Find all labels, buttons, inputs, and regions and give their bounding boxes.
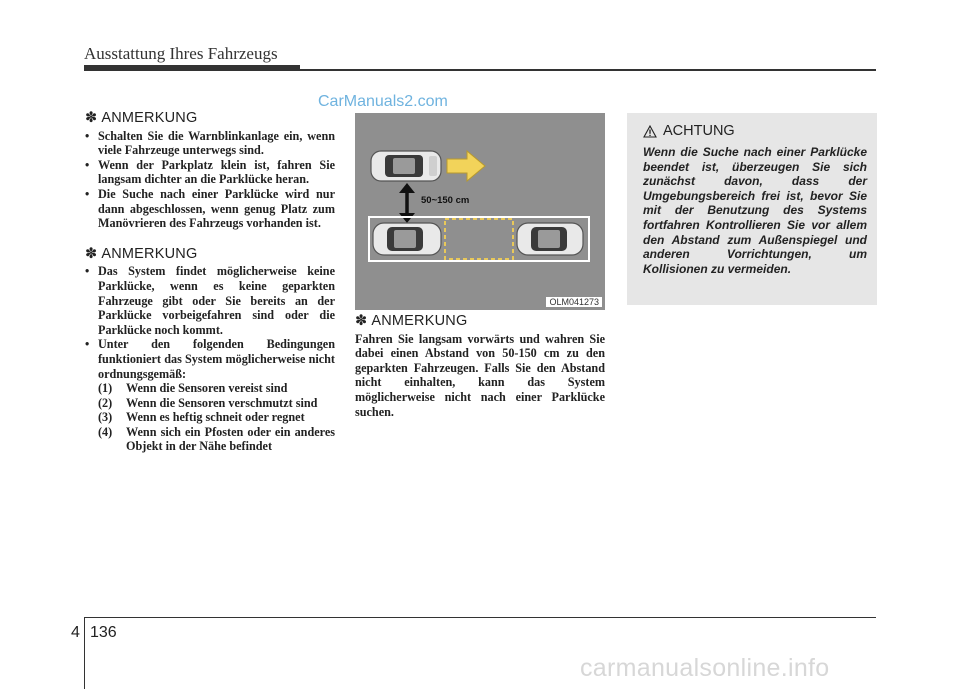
parking-diagram — [355, 113, 605, 310]
parked-car-left-icon — [373, 223, 441, 255]
conditions-list — [98, 381, 335, 454]
condition-item: (2) Wenn die Sensoren verschmutzt sind — [98, 395, 318, 410]
list-item: • Das System findet möglicherweise keine Parklücke, wenn es keine geparkten Fahrzeuge gibt oder Sie bereits an der Parklücke vorbeigefahren sind oder die Parklücke noch kommt. — [85, 264, 335, 337]
middle-note-text: Fahren Sie langsam vorwärts und wahren Sie dabei einen Abstand von 50-150 cm zu den geparkten Fahrzeugen. Falls Sie den Abstand nicht einhalten, kann das System möglicherweise nicht nach einer Parklücke suchen. — [355, 331, 605, 419]
condition-item: (4) Wenn sich ein Pfosten oder ein anderes Objekt in der Nähe befindet — [98, 424, 335, 454]
list-item: • Die Suche nach einer Parklücke wird nur dann abgeschlossen, wenn genug Platz zum Manövrieren des Fahrzeugs vorhanden ist. — [85, 187, 335, 231]
note-heading-3: ✽ ANMERKUNG — [355, 313, 468, 329]
watermark-bottom[interactable]: carmanualsonline.info — [580, 654, 830, 682]
page-number: 136 — [90, 624, 117, 641]
left-column — [85, 111, 335, 470]
caution-text: Wenn die Suche nach einer Parklücke beendet ist, überzeugen Sie sich zunächst davon, dass der Umgebungsbereich frei ist, bevor Sie mit der Benutzung des Systems fortfahren Kontrollieren Sie vor allem den Abstand zum Außenspiegel und anderen Vorrichtungen, um Kollisionen zu vermeiden. — [643, 145, 867, 276]
note-heading-1: ✽ ANMERKUNG — [85, 110, 198, 126]
header-rule — [84, 69, 876, 71]
direction-arrow-icon — [447, 151, 485, 181]
note-heading-2: ✽ ANMERKUNG — [85, 245, 198, 262]
parking-figure — [355, 113, 605, 310]
moving-car-icon — [371, 151, 441, 181]
middle-column — [355, 314, 605, 419]
watermark-top[interactable]: CarManuals2.com — [318, 93, 448, 110]
note1-list — [85, 129, 335, 231]
parking-slot — [445, 219, 513, 259]
parked-car-right-icon — [517, 223, 583, 255]
section-number: 4 — [71, 624, 80, 641]
distance-label: 50~150 cm — [421, 195, 470, 206]
warning-triangle-icon — [643, 125, 657, 138]
asterisk-icon: ✽ — [85, 110, 98, 126]
figure-code: OLM041273 — [546, 297, 602, 307]
asterisk-icon: ✽ — [85, 245, 98, 262]
condition-item: (3) Wenn es heftig schneit oder regnet — [98, 410, 305, 425]
footer-rule — [84, 617, 876, 618]
note2-list — [85, 264, 335, 454]
list-item: • Unter den folgenden Bedingungen funktioniert das System möglicherweise nicht ordnungsgemäß: (1) Wenn die Sensoren vereist sind (2) Wenn die Sensoren verschmutzt sind (3) Wenn es heftig schneit oder regnet (4) Wenn sich ein Pfosten oder ein anderes Objekt in der Nähe befindet — [85, 337, 335, 454]
caution-heading: ACHTUNG — [643, 123, 735, 139]
condition-item: (1) Wenn die Sensoren vereist sind — [98, 381, 288, 396]
footer-divider — [84, 617, 85, 689]
list-item: • Schalten Sie die Warnblinkanlage ein, wenn viele Fahrzeuge unterwegs sind. — [85, 129, 335, 158]
caution-box — [627, 113, 877, 305]
list-item: • Wenn der Parkplatz klein ist, fahren Sie langsam dichter an die Parklücke heran. — [85, 158, 335, 187]
header-title: Ausstattung Ihres Fahrzeugs — [84, 44, 278, 63]
asterisk-icon: ✽ — [355, 313, 368, 329]
